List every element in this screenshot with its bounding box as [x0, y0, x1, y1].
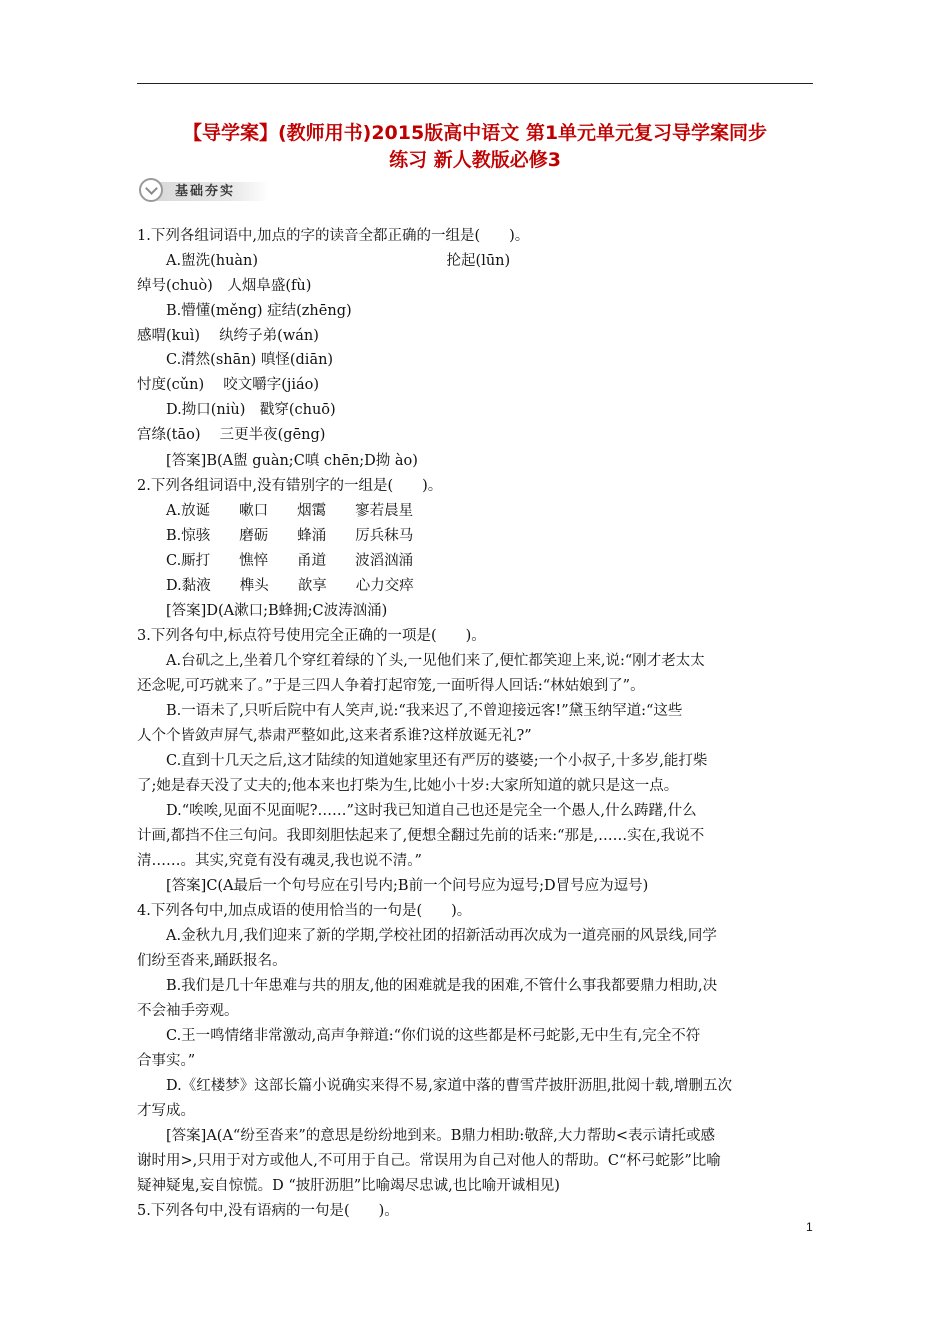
text-line: D.“唉唉,见面不见面呢?……”这时我已知道自己也还是完全一个愚人,什么踌躇,什么: [137, 803, 697, 819]
text-line: 感喟(kuì) 纨绔子弟(wán): [137, 328, 319, 344]
text-line: 才写成。: [137, 1103, 195, 1119]
text-line: C.直到十几天之后,这才陆续的知道她家里还有严厉的婆婆;一个小叔子,十多岁,能打柴: [137, 753, 708, 769]
text-line: C.王一鸣情绪非常激动,高声争辩道:“你们说的这些都是杯弓蛇影,无中生有,完全不符: [137, 1028, 701, 1044]
text-line: 了;她是春天没了丈夫的;他本来也打柴为生,比她小十岁:大家所知道的就只是这一点。: [137, 778, 679, 794]
text-line: 还念呢,可巧就来了。”于是三四人争着打起帘笼,一面听得人回话:“林姑娘到了”。: [137, 678, 645, 694]
text-line: 不会袖手旁观。: [137, 1003, 239, 1019]
section-badge: [137, 177, 269, 205]
text-line: A.台矶之上,坐着几个穿红着绿的丫头,一见他们来了,便忙都笑迎上来,说:“刚才老太太: [137, 653, 705, 669]
text-line: C.厮打 憔悴 甬道 波滔汹涌: [137, 553, 414, 569]
header-rule: [137, 83, 813, 84]
text-line: B.惊骇 磨砺 蜂涌 厉兵秣马: [137, 528, 414, 544]
text-line: C.潸然(shān) 嗔怪(diān): [137, 352, 334, 368]
text-line: 5.下列各句中,没有语病的一句是( )。: [137, 1203, 399, 1219]
text-line: 计画,都挡不住三句问。我即刻胆怯起来了,便想全翻过先前的话来:“那是,……实在,我说不: [137, 828, 705, 844]
badge-label: 基础夯实: [175, 184, 236, 199]
text-line: B.一语未了,只听后院中有人笑声,说:“我来迟了,不曾迎接远客!”黛玉纳罕道:“这些: [137, 703, 683, 719]
text-line: 们纷至沓来,踊跃报名。: [137, 953, 287, 969]
title-line-1: 【导学案】(教师用书)2015版高中语文 第1单元单元复习导学案同步: [182, 122, 768, 144]
text-line: 绰号(chuò) 人烟阜盛(fù): [137, 278, 312, 294]
text-line: [答案]C(A最后一个句号应在引号内;B前一个问号应为逗号;D冒号应为逗号): [137, 878, 649, 894]
text-line: A.放诞 嗽口 烟霭 寥若晨星: [137, 503, 414, 519]
text-line: [答案]D(A漱口;B蜂拥;C波涛汹涌): [137, 603, 388, 619]
text-line: 谢时用>,只用于对方或他人,不可用于自己。常误用为自己对他人的帮助。C“杯弓蛇影”比喻: [137, 1153, 721, 1169]
text-line: D.黏液 榫头 歆享 心力交瘁: [137, 578, 414, 594]
text-line: 忖度(cǔn) 咬文嚼字(jiáo): [137, 377, 320, 393]
text-line: 4.下列各句中,加点成语的使用恰当的一句是( )。: [137, 903, 472, 919]
text-line: 2.下列各组词语中,没有错别字的一组是( )。: [137, 478, 443, 494]
text-line: B.我们是几十年患难与共的朋友,他的困难就是我的困难,不管什么事我都要鼎力相助,决: [137, 978, 718, 994]
title-line-2: 练习 新人教版必修3: [389, 149, 561, 171]
text-line: 1.下列各组词语中,加点的字的读音全都正确的一组是( )。: [137, 228, 530, 244]
text-line: A.金秋九月,我们迎来了新的学期,学校社团的招新活动再次成为一道亮丽的风景线,同学: [137, 928, 717, 944]
text-line: 宫绦(tāo) 三更半夜(gēng): [137, 427, 326, 443]
text-line: 人个个皆敛声屏气,恭肃严整如此,这来者系谁?这样放诞无礼?”: [137, 728, 532, 744]
text-line: A.盥洗(huàn) 抡起(lūn): [137, 253, 511, 269]
text-line: D.《红楼梦》这部长篇小说确实来得不易,家道中落的曹雪芹披肝沥胆,批阅十载,增删五次: [137, 1078, 733, 1094]
text-line: 疑神疑鬼,妄自惊慌。D “披肝沥胆”比喻竭尽忠诚,也比喻开诚相见): [137, 1178, 560, 1194]
text-line: 合事实。”: [137, 1053, 196, 1069]
chevron-circle-icon: [139, 178, 163, 202]
text-line: D.拗口(niù) 戳穿(chuō): [137, 402, 336, 418]
text-line: B.懵懂(měng) 症结(zhēng): [137, 303, 352, 319]
text-line: [答案]A(A“纷至沓来”的意思是纷纷地到来。B鼎力相助:敬辞,大力帮助<表示请托或感: [137, 1128, 716, 1144]
text-line: 清……。其实,究竟有没有魂灵,我也说不清。”: [137, 853, 422, 869]
text-line: [答案]B(A盥 guàn;C嗔 chēn;D拗 ào): [137, 453, 418, 469]
text-line: 3.下列各句中,标点符号使用完全正确的一项是( )。: [137, 628, 486, 644]
document-title: [130, 120, 820, 174]
page-number: 1: [806, 1220, 813, 1234]
